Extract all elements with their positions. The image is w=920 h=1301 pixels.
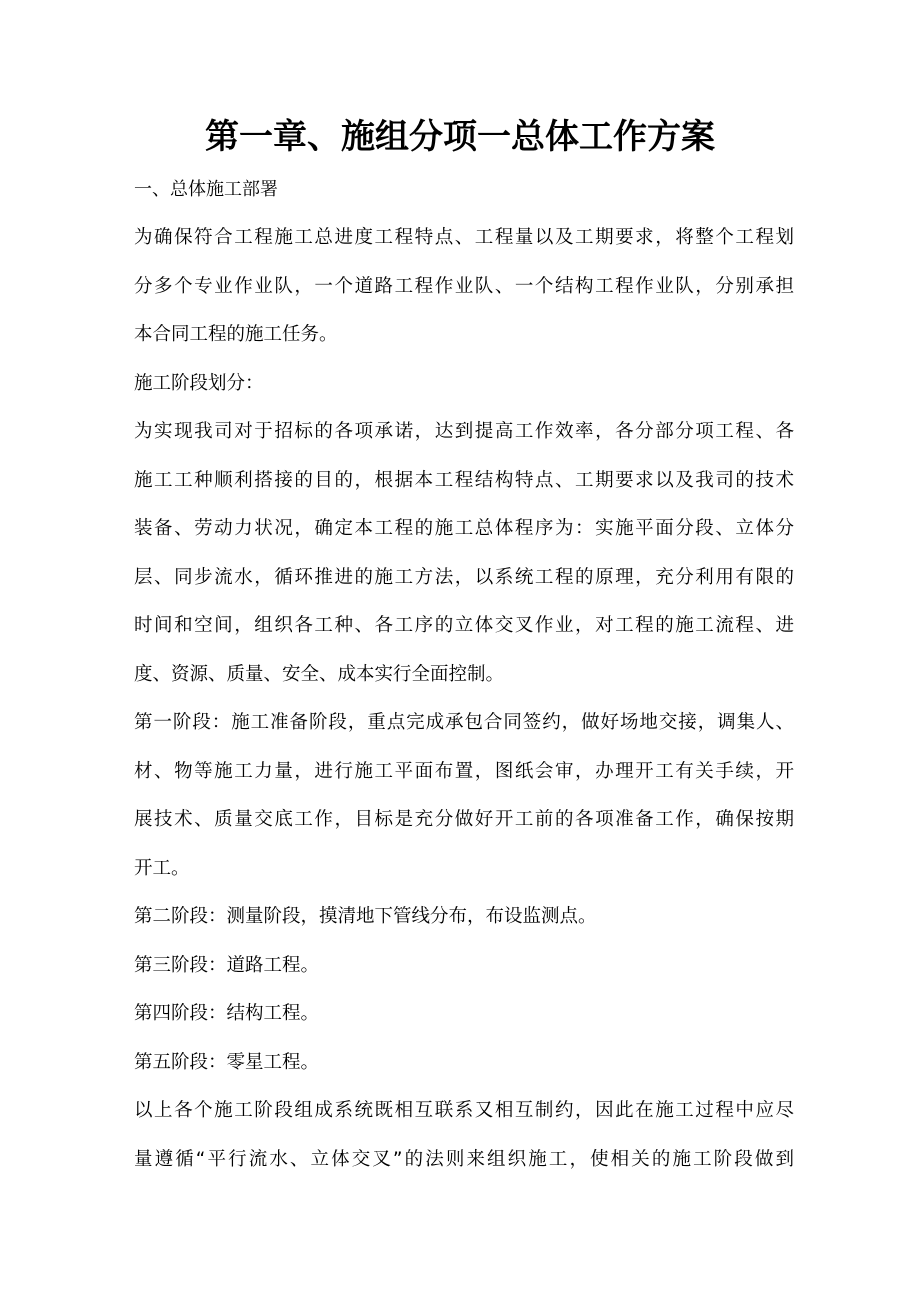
text-line: 开工。 xyxy=(134,857,190,879)
text-line: 第五阶段：零星工程。 xyxy=(134,1051,320,1073)
text-line: 第一阶段：施工准备阶段，重点完成承包合同签约，做好场地交接，调集人、 xyxy=(134,712,794,733)
chapter-title: 第一章、施组分项一总体工作方案 xyxy=(205,117,715,157)
text-line: 第三阶段：道路工程。 xyxy=(134,954,320,976)
text-line: 第二阶段：测量阶段，摸清地下管线分布，布设监测点。 xyxy=(134,906,597,927)
text-line: 层、同步流水，循环推进的施工方法，以系统工程的原理，充分利用有限的 xyxy=(134,566,794,588)
text-line: 度、资源、质量、安全、成本实行全面控制。 xyxy=(134,663,505,685)
text-line: 材、物等施工力量，进行施工平面布置，图纸会审，办理开工有关手续，开 xyxy=(134,760,794,782)
text-line: 施工工种顺利搭接的目的，根据本工程结构特点、工期要求以及我司的技术 xyxy=(134,469,794,491)
text-line: 以上各个施工阶段组成系统既相互联系又相互制约，因此在施工过程中应尽 xyxy=(134,1100,794,1121)
text-line: 装备、劳动力状况，确定本工程的施工总体程序为：实施平面分段、立体分 xyxy=(134,518,794,539)
body-text xyxy=(134,214,794,1184)
text-line: 量遵循“平行流水、立体交叉”的法则来组织施工，使相关的施工阶段做到 xyxy=(134,1148,794,1170)
section-heading: 一、总体施工部署 xyxy=(134,179,278,200)
text-line: 时间和空间，组织各工种、各工序的立体交叉作业，对工程的施工流程、进 xyxy=(134,615,794,636)
text-line: 展技术、质量交底工作，目标是充分做好开工前的各项准备工作，确保按期 xyxy=(134,809,794,830)
text-line: 施工阶段划分： xyxy=(134,372,264,394)
text-line: 为确保符合工程施工总进度工程特点、工程量以及工期要求，将整个工程划 xyxy=(134,227,794,248)
text-line: 为实现我司对于招标的各项承诺，达到提高工作效率，各分部分项工程、各 xyxy=(134,421,794,442)
text-line: 分多个专业作业队，一个道路工程作业队、一个结构工程作业队，分别承担 xyxy=(134,275,794,297)
text-line: 第四阶段：结构工程。 xyxy=(134,1003,320,1024)
text-line: 本合同工程的施工任务。 xyxy=(134,324,338,345)
